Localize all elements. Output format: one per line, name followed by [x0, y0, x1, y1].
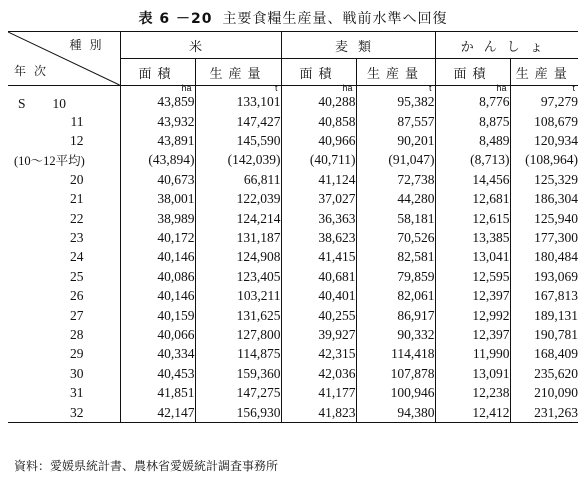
row-year: 20 [70, 171, 84, 187]
cell-value: 82,061 [397, 288, 435, 304]
table-row [8, 228, 578, 247]
cell-area [120, 248, 195, 267]
unit-label: ha [342, 83, 353, 93]
cell-value: 125,329 [534, 171, 579, 187]
cell-production [510, 83, 579, 113]
cell-production [356, 83, 435, 113]
cell-value: (8,713) [470, 152, 510, 168]
table-row [8, 403, 578, 423]
cell-value: 12,615 [472, 210, 510, 226]
cell-value: 123,405 [236, 268, 281, 284]
table-body [8, 83, 579, 423]
table-row [8, 112, 578, 131]
cell-area [435, 306, 510, 325]
cell-area [435, 287, 510, 306]
cell-production [356, 209, 435, 228]
cell-value: 108,679 [534, 113, 579, 129]
unit-label: ha [496, 83, 507, 93]
cell-value: 235,620 [534, 365, 579, 381]
cell-value: 43,932 [157, 113, 195, 129]
cell-value: 38,989 [157, 210, 195, 226]
cell-production [510, 131, 578, 150]
cell-value: 131,187 [236, 230, 281, 246]
cell-value: 43,891 [157, 133, 195, 149]
cell-production [356, 306, 435, 325]
cell-value: 42,147 [157, 404, 195, 420]
cell-value: 12,595 [472, 268, 510, 284]
cell-production [195, 364, 281, 383]
cell-value: 8,489 [479, 133, 510, 149]
cell-area [435, 325, 510, 344]
cell-value: 122,039 [236, 191, 281, 207]
cell-production [195, 403, 281, 423]
cell-area [281, 112, 356, 131]
table-row [8, 131, 578, 150]
cell-value: 40,401 [318, 288, 356, 304]
cell-area [281, 267, 356, 286]
cell-area [120, 345, 195, 364]
cell-production [356, 383, 435, 402]
cell-value: 120,934 [534, 133, 579, 149]
cell-area [120, 83, 195, 113]
cell-area [120, 267, 195, 286]
group-sweet-potato: かんしょ [435, 32, 578, 59]
cell-value: 12,397 [472, 288, 510, 304]
cell-value: 168,409 [534, 346, 579, 362]
cell-value: 190,781 [534, 326, 579, 342]
cell-value: 100,946 [390, 385, 435, 401]
header-corner [8, 32, 120, 86]
cell-area [435, 112, 510, 131]
row-year: 28 [70, 326, 84, 342]
table-row [8, 325, 578, 344]
cell-area [120, 383, 195, 402]
cell-production [510, 345, 578, 364]
cell-value: 13,091 [472, 365, 510, 381]
cell-area [120, 325, 195, 344]
cell-value: 40,673 [157, 171, 195, 187]
cell-area [281, 345, 356, 364]
cell-production [195, 306, 281, 325]
cell-value: 133,101 [236, 94, 281, 109]
cell-value: 86,917 [397, 307, 435, 323]
table-row [8, 306, 578, 325]
row-year: (10～12平均) [14, 154, 85, 169]
cell-value: 127,800 [236, 326, 281, 342]
unit-label: t [275, 83, 278, 93]
cell-value: 90,201 [397, 133, 435, 149]
cell-value: 231,263 [534, 404, 579, 420]
cell-production [510, 248, 578, 267]
unit-label: ha [181, 83, 192, 93]
cell-area [120, 112, 195, 131]
unit-label: t [429, 83, 432, 93]
cell-value: 12,238 [472, 385, 510, 401]
cell-area [120, 306, 195, 325]
cell-area [435, 209, 510, 228]
cell-production [510, 190, 578, 209]
cell-value: 66,811 [243, 171, 281, 187]
cell-value: 40,146 [157, 249, 195, 265]
cell-area [120, 228, 195, 247]
cell-value: (40,711) [309, 152, 356, 168]
cell-area [281, 190, 356, 209]
cell-value: 40,086 [157, 268, 195, 284]
cell-value: 12,412 [472, 404, 510, 420]
cell-area [281, 228, 356, 247]
cell-value: 41,851 [157, 385, 195, 401]
cell-area [120, 131, 195, 150]
corner-kind-label: 種別 [69, 38, 110, 52]
cell-value: 44,280 [397, 191, 435, 207]
table-row [8, 364, 578, 383]
cell-value: 159,360 [236, 365, 281, 381]
cell-area [435, 267, 510, 286]
table-row [8, 267, 578, 286]
cell-production [195, 345, 281, 364]
cell-area [435, 248, 510, 267]
cell-value: 189,131 [534, 307, 579, 323]
cell-value: 40,453 [157, 365, 195, 381]
cell-production [195, 228, 281, 247]
cell-production [195, 267, 281, 286]
cell-value: 42,036 [318, 365, 356, 381]
cell-value: 13,385 [472, 230, 510, 246]
cell-value: 40,288 [318, 94, 356, 109]
production-table [8, 31, 578, 423]
cell-value: 38,623 [318, 230, 356, 246]
cell-area [281, 287, 356, 306]
cell-production [195, 131, 281, 150]
cell-value: 82,581 [397, 249, 435, 265]
cell-production [195, 151, 281, 170]
cell-value: 107,878 [390, 365, 435, 381]
row-year: 21 [70, 191, 84, 207]
table-number: 表 6 －20 [138, 11, 213, 27]
cell-area [120, 364, 195, 383]
cell-production [356, 190, 435, 209]
cell-value: 90,332 [397, 326, 435, 342]
cell-production [356, 403, 435, 423]
cell-area [120, 151, 195, 170]
cell-value: 40,966 [318, 133, 356, 149]
cell-production [356, 325, 435, 344]
cell-area [435, 190, 510, 209]
cell-value: 11,990 [472, 346, 510, 362]
cell-production [195, 83, 281, 113]
cell-production [510, 209, 578, 228]
cell-value: 193,069 [534, 268, 579, 284]
table-row [8, 170, 578, 189]
cell-production [195, 248, 281, 267]
cell-production [195, 170, 281, 189]
header-area: 面積 [435, 59, 510, 86]
cell-area [120, 403, 195, 423]
cell-value: 125,940 [534, 210, 579, 226]
header-production: 生産量 [510, 59, 578, 86]
cell-area [435, 228, 510, 247]
cell-production [510, 383, 578, 402]
cell-production [356, 112, 435, 131]
cell-production [195, 190, 281, 209]
cell-area [435, 364, 510, 383]
cell-area [281, 248, 356, 267]
row-year: 22 [70, 210, 84, 226]
cell-value: 43,859 [157, 94, 195, 109]
table-row [8, 190, 578, 209]
row-year: 32 [70, 404, 84, 420]
cell-value: 40,858 [318, 113, 356, 129]
row-year: 27 [70, 307, 84, 323]
cell-value: 41,823 [318, 404, 356, 420]
cell-value: 156,930 [236, 404, 281, 420]
cell-production [510, 151, 578, 170]
cell-value: 40,255 [318, 307, 356, 323]
cell-production [510, 267, 578, 286]
cell-value: 114,875 [237, 346, 281, 362]
cell-production [356, 131, 435, 150]
cell-area [281, 325, 356, 344]
row-year: 11 [70, 113, 84, 129]
cell-production [356, 170, 435, 189]
cell-value: 147,275 [236, 385, 281, 401]
cell-value: 12,397 [472, 326, 510, 342]
header-area: 面積 [281, 59, 356, 86]
cell-production [510, 112, 578, 131]
cell-value: 39,927 [318, 326, 356, 342]
cell-value: 40,066 [157, 326, 195, 342]
cell-value: 58,181 [397, 210, 435, 226]
cell-value: 12,992 [472, 307, 510, 323]
cell-area [281, 170, 356, 189]
header-area: 面積 [120, 59, 195, 86]
cell-area [435, 345, 510, 364]
cell-value: 8,776 [479, 94, 510, 109]
table-row [8, 287, 578, 306]
row-year: 25 [70, 268, 84, 284]
source-note: 資料：愛媛県統計書、農林省愛媛統計調査事務所 [14, 459, 279, 473]
cell-value: 70,526 [397, 230, 435, 246]
cell-value: 38,001 [157, 191, 195, 207]
cell-area [281, 151, 356, 170]
cell-area [435, 151, 510, 170]
header-row-groups [8, 32, 578, 59]
cell-value: 210,090 [534, 385, 579, 401]
cell-area [281, 364, 356, 383]
cell-value: 36,363 [318, 210, 356, 226]
cell-area [435, 131, 510, 150]
row-year: 29 [70, 346, 84, 362]
cell-production [195, 209, 281, 228]
cell-value: 95,382 [397, 94, 435, 109]
cell-production [510, 287, 578, 306]
cell-area [435, 83, 510, 113]
table-row [8, 248, 578, 267]
cell-production [510, 228, 578, 247]
cell-production [195, 112, 281, 131]
cell-production [356, 248, 435, 267]
table-row [8, 345, 578, 364]
cell-area [281, 306, 356, 325]
cell-area [281, 383, 356, 402]
cell-value: 8,875 [479, 113, 510, 129]
cell-value: 97,279 [540, 94, 579, 109]
cell-value: 79,859 [397, 268, 435, 284]
table-row [8, 383, 578, 402]
row-year: 26 [70, 288, 84, 304]
group-rice: 米 [120, 32, 281, 59]
cell-area [120, 287, 195, 306]
cell-production [356, 267, 435, 286]
cell-area [281, 131, 356, 150]
cell-area [281, 209, 356, 228]
header-production: 生産量 [356, 59, 435, 86]
cell-area [120, 209, 195, 228]
corner-year-label: 年次 [14, 64, 55, 78]
row-year: 23 [70, 230, 84, 246]
cell-value: 114,418 [391, 346, 435, 362]
cell-production [510, 364, 578, 383]
cell-value: 12,681 [472, 191, 510, 207]
cell-value: 40,681 [318, 268, 356, 284]
cell-production [356, 345, 435, 364]
cell-value: 40,172 [157, 230, 195, 246]
cell-value: 186,304 [534, 191, 579, 207]
cell-value: 167,813 [534, 288, 579, 304]
cell-value: 40,159 [157, 307, 195, 323]
cell-value: 41,124 [318, 171, 356, 187]
table-row [8, 151, 578, 170]
row-year: 24 [70, 249, 84, 265]
cell-production [195, 383, 281, 402]
cell-value: 147,427 [236, 113, 281, 129]
cell-value: 40,146 [157, 288, 195, 304]
cell-value: 14,456 [472, 171, 510, 187]
cell-value: (91,047) [388, 152, 435, 168]
cell-production [356, 151, 435, 170]
row-year: 30 [70, 365, 84, 381]
cell-production [510, 306, 578, 325]
cell-area [435, 383, 510, 402]
cell-area [120, 170, 195, 189]
cell-area [120, 190, 195, 209]
cell-value: 40,334 [157, 346, 195, 362]
cell-production [510, 403, 578, 423]
cell-value: 124,214 [236, 210, 281, 226]
row-year: 31 [70, 385, 84, 401]
row-year: 12 [70, 133, 84, 149]
unit-label: t [572, 83, 576, 93]
cell-area [281, 403, 356, 423]
cell-value: 145,590 [236, 133, 281, 149]
cell-value: 180,484 [534, 249, 579, 265]
cell-value: 37,027 [318, 191, 356, 207]
cell-value: 41,177 [318, 385, 356, 401]
table-row [8, 86, 578, 113]
table-caption: 主要食糧生産量、戦前水準へ回復 [222, 11, 448, 27]
cell-value: (108,964) [525, 152, 579, 168]
cell-value: (43,894) [148, 152, 195, 168]
cell-production [195, 287, 281, 306]
row-year: S 10 [18, 96, 67, 111]
cell-value: 13,041 [472, 249, 510, 265]
cell-production [356, 364, 435, 383]
cell-value: 177,300 [534, 230, 579, 246]
cell-value: 42,315 [318, 346, 356, 362]
cell-value: 124,908 [236, 249, 281, 265]
cell-area [281, 83, 356, 113]
cell-value: 72,738 [397, 171, 435, 187]
cell-value: 87,557 [397, 113, 435, 129]
cell-value: 103,211 [237, 288, 281, 304]
cell-value: 131,625 [236, 307, 281, 323]
cell-value: 94,380 [397, 404, 435, 420]
cell-area [435, 170, 510, 189]
header-production: 生産量 [195, 59, 281, 86]
cell-production [356, 228, 435, 247]
cell-production [356, 287, 435, 306]
cell-production [510, 325, 578, 344]
cell-value: (142,039) [227, 152, 281, 168]
cell-production [510, 170, 578, 189]
table-title [0, 8, 586, 28]
cell-area [435, 403, 510, 423]
cell-production [195, 325, 281, 344]
group-wheat-barley: 麦類 [281, 32, 435, 59]
table-row [8, 209, 578, 228]
cell-value: 41,415 [318, 249, 356, 265]
